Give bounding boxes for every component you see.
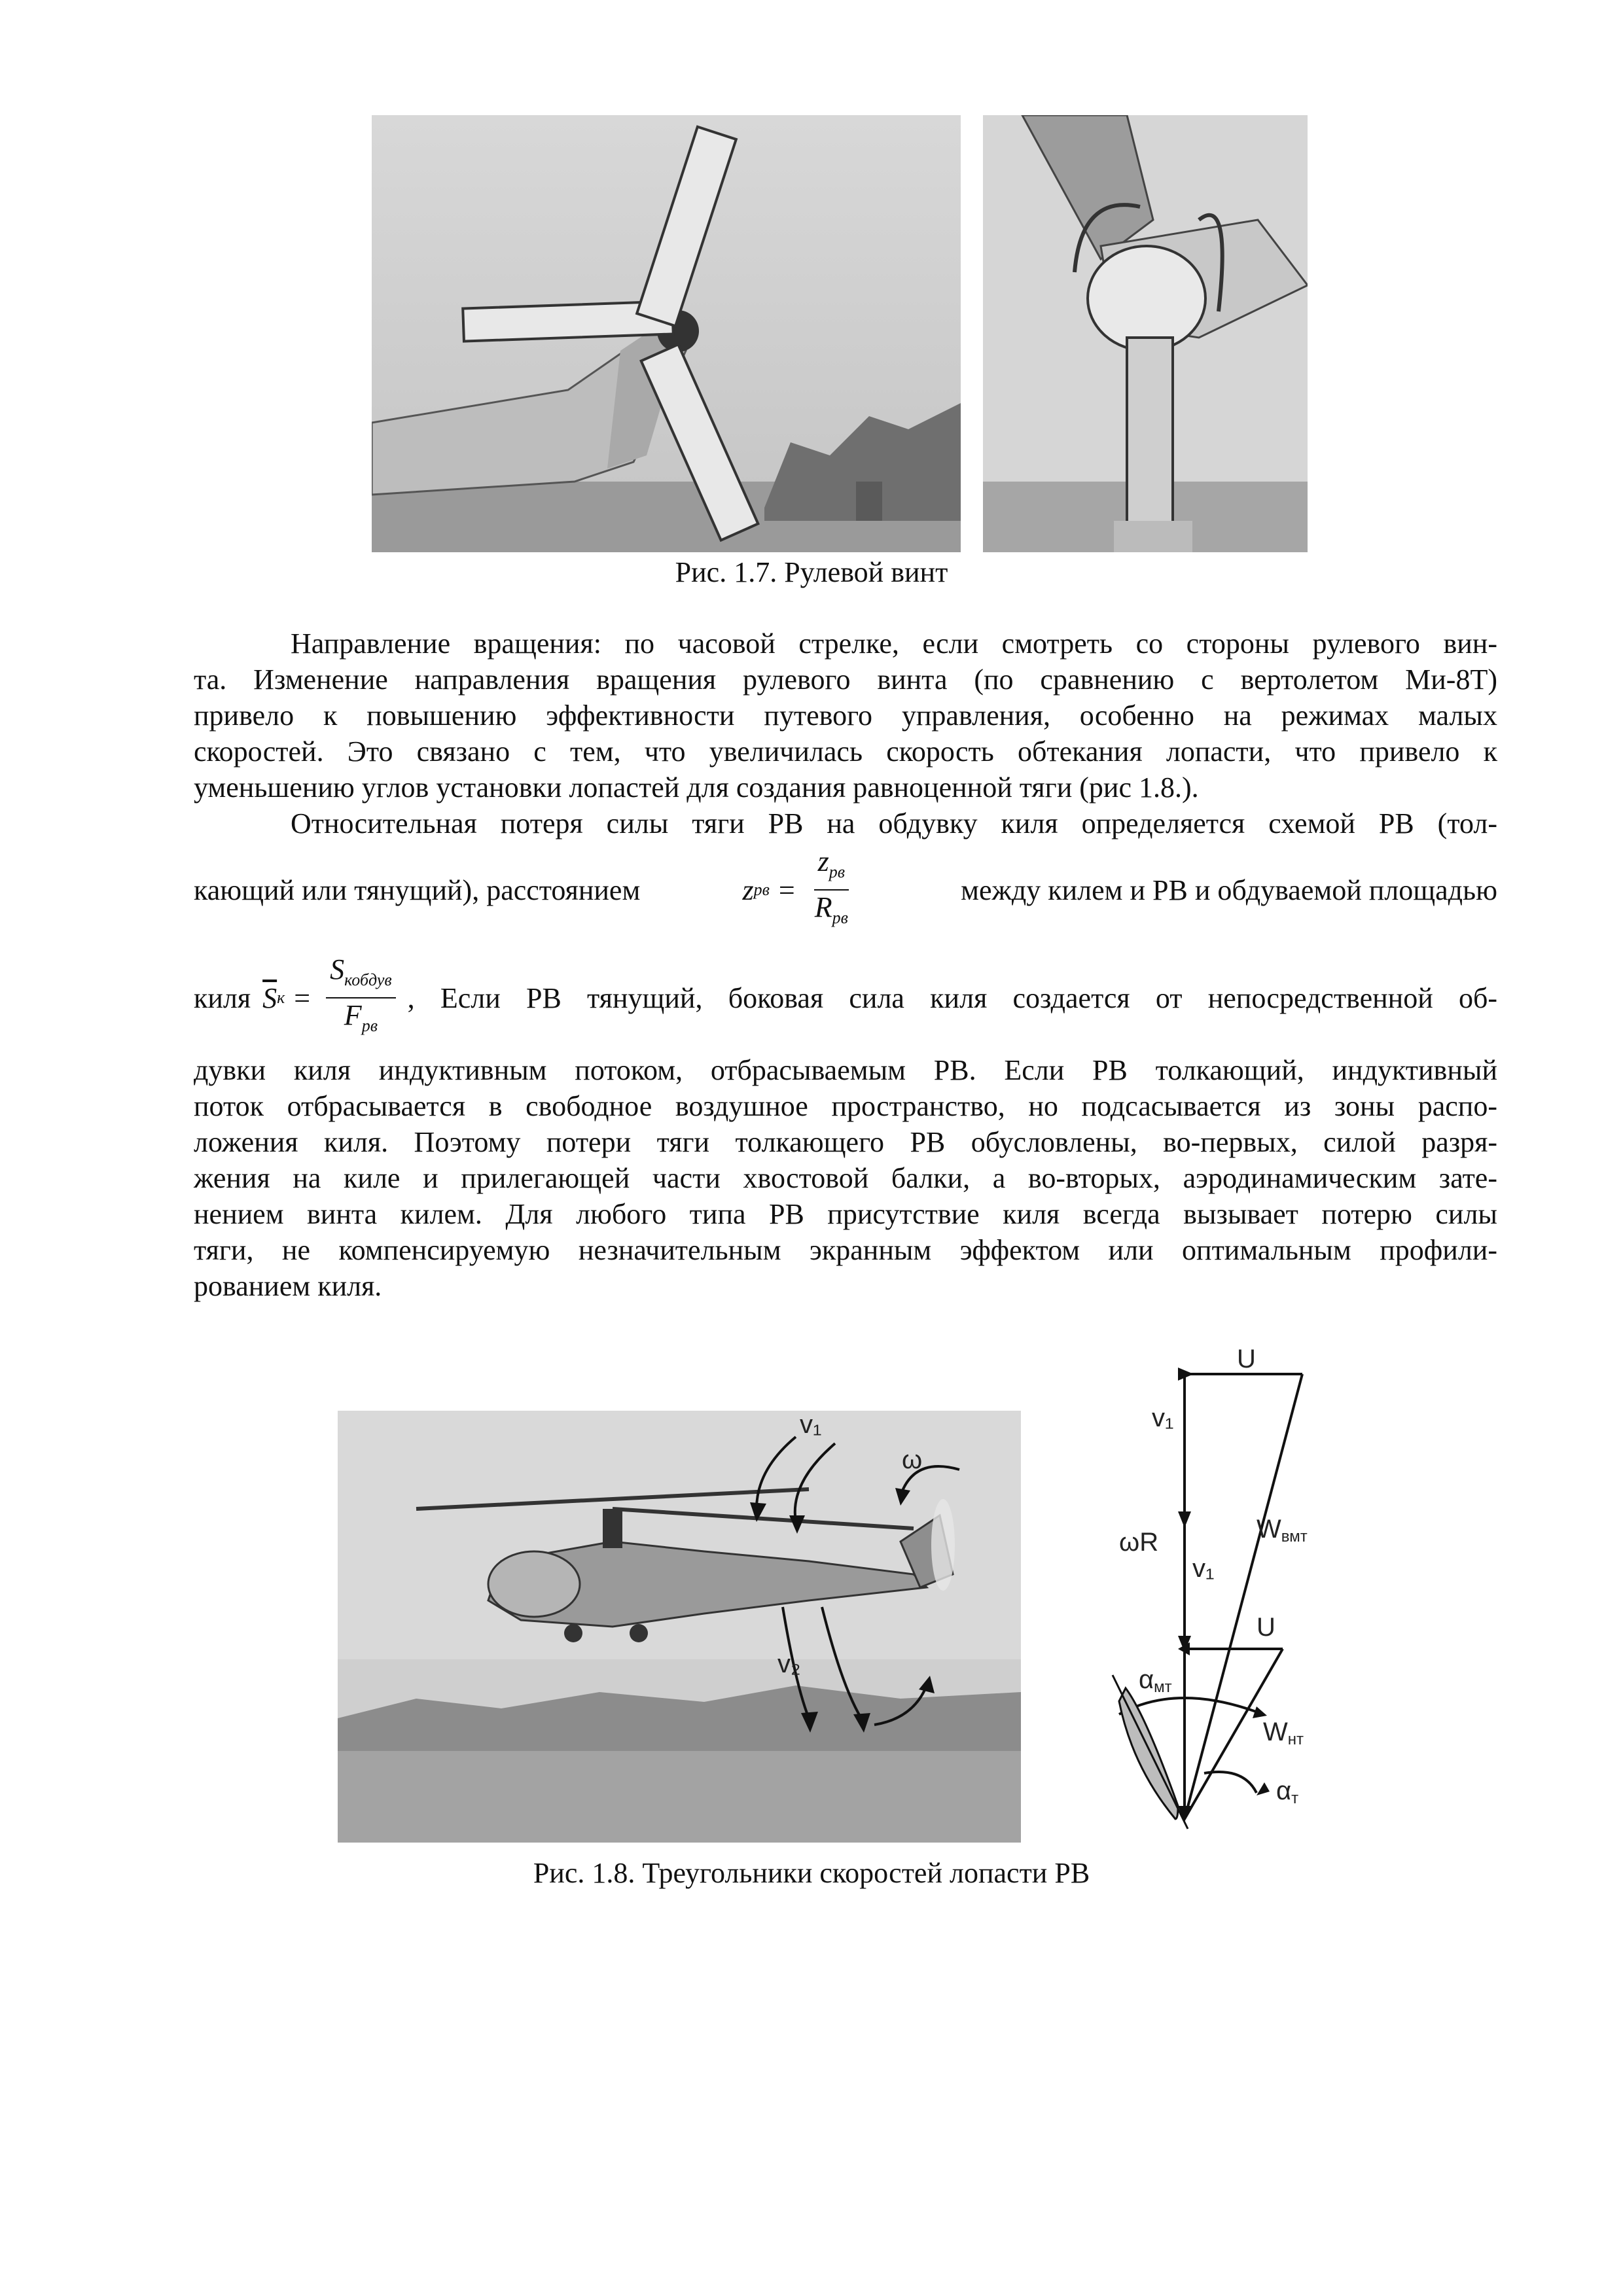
paragraph-rotation-direction xyxy=(194,626,1497,805)
tail-rotor-photo xyxy=(372,115,961,552)
text-line: уменьшению углов установки лопастей для создания равноценной тяги (рис 1.8.). xyxy=(194,771,1199,804)
angle-label-alpha-t: αт xyxy=(1276,1776,1299,1807)
text-line: Относительная потеря силы тяги РВ на обдувку киля определяется схемой РВ (тол- xyxy=(291,807,1497,839)
flow-label-omega: ω xyxy=(902,1445,923,1474)
text-line: тяги, не компенсируемую незначительным экранным эффектом или оптимальным профили- xyxy=(194,1234,1497,1266)
text-fragment: кающий или тянущий), расстоянием xyxy=(194,874,641,906)
text-line: жения на киле и прилегающей части хвостовой балки, а во-вторых, аэродинамическим зате- xyxy=(194,1162,1497,1194)
angle-label-alpha-mt: αмт xyxy=(1139,1665,1172,1696)
text-line: та. Изменение направления вращения рулевого винта (по сравнению с вертолетом Ми-8Т) xyxy=(194,663,1497,696)
text-line: дувки киля индуктивным потоком, отбрасываемым РВ. Если РВ толкающий, индуктивный xyxy=(194,1054,1497,1086)
text-fragment: , Если РВ тянущий, боковая сила киля создается от непосредственной об- xyxy=(407,981,1497,1014)
formula-z-rv: z рв = $\frac{z_{рв}}{R_{рв}}$ xyxy=(742,845,858,935)
flow-label-v2: v₂ xyxy=(777,1650,801,1678)
text-line: привело к повышению эффективности путевого управления, особенно на режимах малых xyxy=(194,699,1497,732)
vector-label-w-vmt: Wвмт xyxy=(1257,1515,1308,1545)
text-line: скоростей. Это связано с тем, что увеличилась скорость обтекания лопасти, что привело к xyxy=(194,735,1497,768)
text-fragment: киля xyxy=(194,981,251,1014)
text-line: нением винта килем. Для любого типа РВ присутствие киля всегда вызывает потерю силы xyxy=(194,1198,1497,1230)
fraction: $\frac{S_{кобдув}}{F_{рв}}$ xyxy=(326,953,396,1043)
helicopter-flight-photo xyxy=(338,1411,1021,1843)
text-line: ложения киля. Поэтому потери тяги толкающего РВ обусловлены, во-первых, силой разря- xyxy=(194,1126,1497,1158)
paragraph-thrust-loss-intro xyxy=(194,805,1497,841)
vector-label-w-nt: Wнт xyxy=(1263,1718,1304,1748)
math-line-area xyxy=(194,955,1497,1040)
tail-rotor-hub-photo xyxy=(983,115,1308,552)
text-line: рованием киля. xyxy=(194,1270,382,1302)
text-line: Направление вращения: по часовой стрелке, если смотреть со стороны рулевого вин- xyxy=(291,627,1497,660)
math-line-distance xyxy=(194,845,1497,929)
formula-s-k: $\overline{S}$ к = $\frac{S_{кобдув}}{F_{рв}}$ xyxy=(262,953,402,1043)
text-fragment: между килем и РВ и обдуваемой площадью xyxy=(961,874,1497,906)
vector-label-v1-top: v₁ xyxy=(1152,1404,1174,1432)
vector-label-omega-r: ωR xyxy=(1119,1528,1159,1557)
paragraph-thrust-loss-body xyxy=(194,1052,1497,1304)
fraction: $\frac{z_{рв}}{R_{рв}}$ xyxy=(814,845,848,927)
figure-caption-1-7: Рис. 1.7. Рулевой винт xyxy=(675,556,948,588)
vector-label-v1-mid: v₁ xyxy=(1192,1554,1215,1583)
velocity-triangle-diagram xyxy=(1047,1348,1387,1845)
text-line: поток отбрасывается в свободное воздушное пространство, но подсасывается из зоны распо- xyxy=(194,1090,1497,1122)
vector-label-u-top: U xyxy=(1237,1348,1256,1373)
figure-caption-1-8: Рис. 1.8. Треугольники скоростей лопасти РВ xyxy=(533,1857,1090,1889)
flow-label-v1: v₁ xyxy=(800,1411,822,1439)
vector-label-u-mid: U xyxy=(1257,1613,1275,1642)
